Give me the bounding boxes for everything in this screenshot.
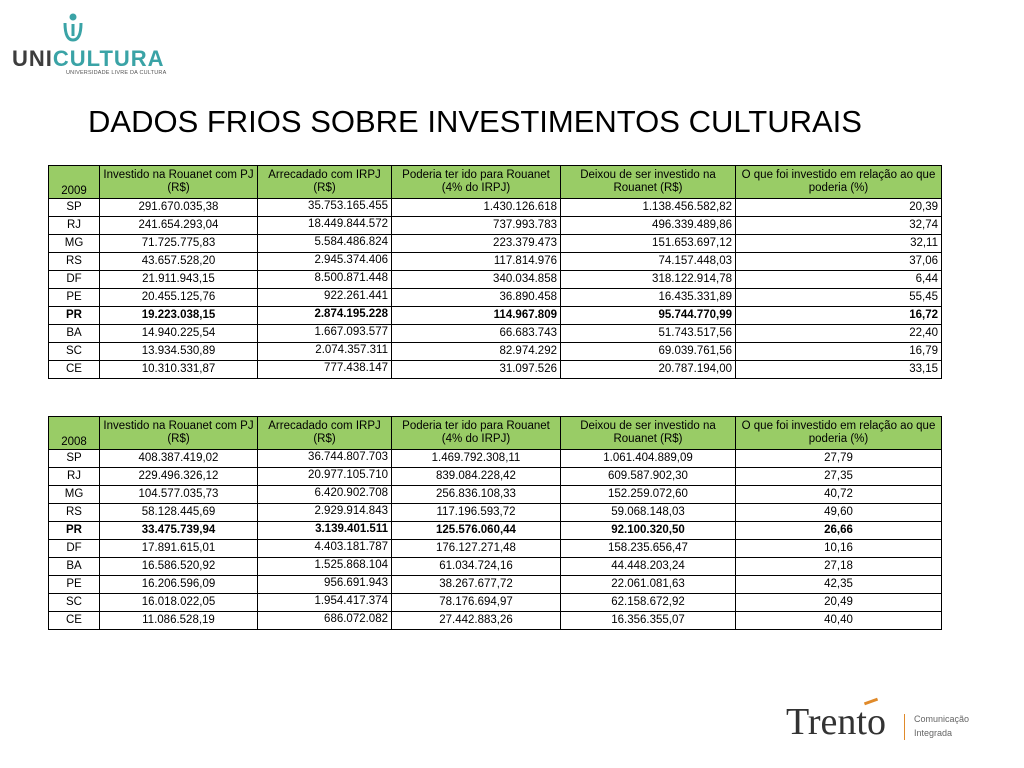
state-cell: SP bbox=[49, 450, 100, 468]
table-cell: 44.448.203,24 bbox=[561, 558, 736, 576]
trento-wordmark: Trento bbox=[786, 701, 886, 743]
table-cell: 777.438.147 bbox=[258, 361, 392, 379]
table-row bbox=[49, 468, 942, 486]
table-cell: 27,79 bbox=[736, 450, 942, 468]
table-cell: 38.267.677,72 bbox=[392, 576, 561, 594]
table-cell: 152.259.072,60 bbox=[561, 486, 736, 504]
table-cell: 42,35 bbox=[736, 576, 942, 594]
table-cell: 31.097.526 bbox=[392, 361, 561, 379]
table-cell: 408.387.419,02 bbox=[100, 450, 258, 468]
table-row bbox=[49, 361, 942, 379]
table-row bbox=[49, 307, 942, 325]
table-cell: 686.072.082 bbox=[258, 612, 392, 630]
column-header: Deixou de ser investido na Rouanet (R$) bbox=[561, 417, 736, 450]
table-2009 bbox=[48, 165, 942, 379]
state-cell: RS bbox=[49, 504, 100, 522]
table-cell: 229.496.326,12 bbox=[100, 468, 258, 486]
table-cell: 104.577.035,73 bbox=[100, 486, 258, 504]
table-cell: 20,49 bbox=[736, 594, 942, 612]
divider bbox=[904, 714, 905, 740]
table-cell: 839.084.228,42 bbox=[392, 468, 561, 486]
state-cell: BA bbox=[49, 558, 100, 576]
column-header: Poderia ter ido para Rouanet (4% do IRPJ) bbox=[392, 166, 561, 199]
table-cell: 66.683.743 bbox=[392, 325, 561, 343]
table-cell: 11.086.528,19 bbox=[100, 612, 258, 630]
state-cell: RS bbox=[49, 253, 100, 271]
table-cell: 22.061.081,63 bbox=[561, 576, 736, 594]
table-cell: 6.420.902.708 bbox=[258, 486, 392, 504]
table-cell: 16,72 bbox=[736, 307, 942, 325]
table-cell: 61.034.724,16 bbox=[392, 558, 561, 576]
table-row bbox=[49, 504, 942, 522]
table-row bbox=[49, 325, 942, 343]
table-cell: 223.379.473 bbox=[392, 235, 561, 253]
table-cell: 20.455.125,76 bbox=[100, 289, 258, 307]
table-cell: 176.127.271,48 bbox=[392, 540, 561, 558]
table-cell: 92.100.320,50 bbox=[561, 522, 736, 540]
state-cell: PE bbox=[49, 576, 100, 594]
year-header: 2009 bbox=[49, 166, 100, 199]
table-cell: 609.587.902,30 bbox=[561, 468, 736, 486]
table-cell: 21.911.943,15 bbox=[100, 271, 258, 289]
table-cell: 1.954.417.374 bbox=[258, 594, 392, 612]
table-row bbox=[49, 271, 942, 289]
column-header: O que foi investido em relação ao que poderia (%) bbox=[736, 417, 942, 450]
table-2008 bbox=[48, 416, 942, 630]
table-cell: 117.814.976 bbox=[392, 253, 561, 271]
table-cell: 125.576.060,44 bbox=[392, 522, 561, 540]
unicultura-logo bbox=[10, 10, 167, 76]
table-cell: 3.139.401.511 bbox=[258, 522, 392, 540]
table-cell: 1.138.456.582,82 bbox=[561, 199, 736, 217]
table-cell: 82.974.292 bbox=[392, 343, 561, 361]
table-cell: 340.034.858 bbox=[392, 271, 561, 289]
state-cell: CE bbox=[49, 361, 100, 379]
table-cell: 20,39 bbox=[736, 199, 942, 217]
table-row bbox=[49, 540, 942, 558]
table-cell: 36.890.458 bbox=[392, 289, 561, 307]
table-cell: 40,72 bbox=[736, 486, 942, 504]
table-cell: 49,60 bbox=[736, 504, 942, 522]
state-cell: RJ bbox=[49, 468, 100, 486]
unicultura-subtitle: UNIVERSIDADE LIVRE DA CULTURA bbox=[66, 70, 167, 76]
table-cell: 18.449.844.572 bbox=[258, 217, 392, 235]
table-row bbox=[49, 486, 942, 504]
table-cell: 27,18 bbox=[736, 558, 942, 576]
table-cell: 51.743.517,56 bbox=[561, 325, 736, 343]
column-header: Poderia ter ido para Rouanet (4% do IRPJ) bbox=[392, 417, 561, 450]
table-cell: 55,45 bbox=[736, 289, 942, 307]
table-cell: 2.929.914.843 bbox=[258, 504, 392, 522]
unicultura-logo-icon bbox=[62, 12, 84, 44]
column-header: Investido na Rouanet com PJ (R$) bbox=[100, 166, 258, 199]
state-cell: RJ bbox=[49, 217, 100, 235]
state-cell: SP bbox=[49, 199, 100, 217]
table-cell: 16.435.331,89 bbox=[561, 289, 736, 307]
table-cell: 17.891.615,01 bbox=[100, 540, 258, 558]
state-cell: DF bbox=[49, 271, 100, 289]
column-header: O que foi investido em relação ao que poderia (%) bbox=[736, 166, 942, 199]
table-cell: 10,16 bbox=[736, 540, 942, 558]
state-cell: SC bbox=[49, 594, 100, 612]
table-cell: 956.691.943 bbox=[258, 576, 392, 594]
table-row bbox=[49, 289, 942, 307]
table-cell: 27,35 bbox=[736, 468, 942, 486]
table-row bbox=[49, 450, 942, 468]
table-cell: 1.061.404.889,09 bbox=[561, 450, 736, 468]
table-cell: 16.356.355,07 bbox=[561, 612, 736, 630]
table-cell: 318.122.914,78 bbox=[561, 271, 736, 289]
column-header: Deixou de ser investido na Rouanet (R$) bbox=[561, 166, 736, 199]
table-cell: 151.653.697,12 bbox=[561, 235, 736, 253]
state-cell: PR bbox=[49, 522, 100, 540]
table-cell: 117.196.593,72 bbox=[392, 504, 561, 522]
state-cell: SC bbox=[49, 343, 100, 361]
table-row bbox=[49, 576, 942, 594]
state-cell: MG bbox=[49, 235, 100, 253]
table-body bbox=[49, 199, 942, 379]
year-header: 2008 bbox=[49, 417, 100, 450]
table-cell: 78.176.694,97 bbox=[392, 594, 561, 612]
table-cell: 1.430.126.618 bbox=[392, 199, 561, 217]
table-row bbox=[49, 199, 942, 217]
table-cell: 58.128.445,69 bbox=[100, 504, 258, 522]
table-cell: 59.068.148,03 bbox=[561, 504, 736, 522]
table-cell: 35.753.165.455 bbox=[258, 199, 392, 217]
table-cell: 36.744.807.703 bbox=[258, 450, 392, 468]
table-cell: 496.339.489,86 bbox=[561, 217, 736, 235]
trento-tagline-1: Comunicação bbox=[914, 714, 970, 724]
table-cell: 291.670.035,38 bbox=[100, 199, 258, 217]
trento-tagline-2: Integrada bbox=[914, 728, 953, 738]
table-row bbox=[49, 558, 942, 576]
table-cell: 5.584.486.824 bbox=[258, 235, 392, 253]
state-cell: DF bbox=[49, 540, 100, 558]
state-cell: CE bbox=[49, 612, 100, 630]
table-cell: 33,15 bbox=[736, 361, 942, 379]
table-cell: 2.874.195.228 bbox=[258, 307, 392, 325]
column-header: Arrecadado com IRPJ (R$) bbox=[258, 166, 392, 199]
table-cell: 114.967.809 bbox=[392, 307, 561, 325]
state-cell: BA bbox=[49, 325, 100, 343]
column-header: Investido na Rouanet com PJ (R$) bbox=[100, 417, 258, 450]
trento-logo bbox=[786, 700, 986, 746]
table-cell: 69.039.761,56 bbox=[561, 343, 736, 361]
table-row bbox=[49, 612, 942, 630]
table-cell: 62.158.672,92 bbox=[561, 594, 736, 612]
table-cell: 922.261.441 bbox=[258, 289, 392, 307]
table-cell: 13.934.530,89 bbox=[100, 343, 258, 361]
table-cell: 20.787.194,00 bbox=[561, 361, 736, 379]
table-row bbox=[49, 253, 942, 271]
table-header-row bbox=[49, 166, 942, 199]
state-cell: MG bbox=[49, 486, 100, 504]
table-cell: 71.725.775,83 bbox=[100, 235, 258, 253]
table-cell: 43.657.528,20 bbox=[100, 253, 258, 271]
table-row bbox=[49, 235, 942, 253]
page-title: DADOS FRIOS SOBRE INVESTIMENTOS CULTURAIS bbox=[88, 104, 862, 139]
table-row bbox=[49, 594, 942, 612]
table-cell: 16,79 bbox=[736, 343, 942, 361]
state-cell: PR bbox=[49, 307, 100, 325]
state-cell: PE bbox=[49, 289, 100, 307]
table-cell: 1.525.868.104 bbox=[258, 558, 392, 576]
table-cell: 1.469.792.308,11 bbox=[392, 450, 561, 468]
table-cell: 256.836.108,33 bbox=[392, 486, 561, 504]
unicultura-wordmark: UNICULTURA bbox=[12, 46, 165, 71]
table-cell: 16.586.520,92 bbox=[100, 558, 258, 576]
table-cell: 37,06 bbox=[736, 253, 942, 271]
table-cell: 95.744.770,99 bbox=[561, 307, 736, 325]
table-cell: 32,74 bbox=[736, 217, 942, 235]
column-header: Arrecadado com IRPJ (R$) bbox=[258, 417, 392, 450]
table-row bbox=[49, 217, 942, 235]
table-cell: 40,40 bbox=[736, 612, 942, 630]
table-cell: 737.993.783 bbox=[392, 217, 561, 235]
table-cell: 32,11 bbox=[736, 235, 942, 253]
table-cell: 14.940.225,54 bbox=[100, 325, 258, 343]
table-cell: 2.945.374.406 bbox=[258, 253, 392, 271]
table-cell: 6,44 bbox=[736, 271, 942, 289]
table-row bbox=[49, 522, 942, 540]
table-cell: 33.475.739,94 bbox=[100, 522, 258, 540]
table-cell: 4.403.181.787 bbox=[258, 540, 392, 558]
table-cell: 20.977.105.710 bbox=[258, 468, 392, 486]
table-cell: 74.157.448,03 bbox=[561, 253, 736, 271]
table-cell: 19.223.038,15 bbox=[100, 307, 258, 325]
table-cell: 16.206.596,09 bbox=[100, 576, 258, 594]
table-cell: 10.310.331,87 bbox=[100, 361, 258, 379]
table-cell: 158.235.656,47 bbox=[561, 540, 736, 558]
table-cell: 241.654.293,04 bbox=[100, 217, 258, 235]
table-cell: 8.500.871.448 bbox=[258, 271, 392, 289]
table-cell: 16.018.022,05 bbox=[100, 594, 258, 612]
table-header-row bbox=[49, 417, 942, 450]
table-cell: 27.442.883,26 bbox=[392, 612, 561, 630]
table-cell: 1.667.093.577 bbox=[258, 325, 392, 343]
table-cell: 2.074.357.311 bbox=[258, 343, 392, 361]
table-cell: 22,40 bbox=[736, 325, 942, 343]
table-cell: 26,66 bbox=[736, 522, 942, 540]
table-body bbox=[49, 450, 942, 630]
table-row bbox=[49, 343, 942, 361]
